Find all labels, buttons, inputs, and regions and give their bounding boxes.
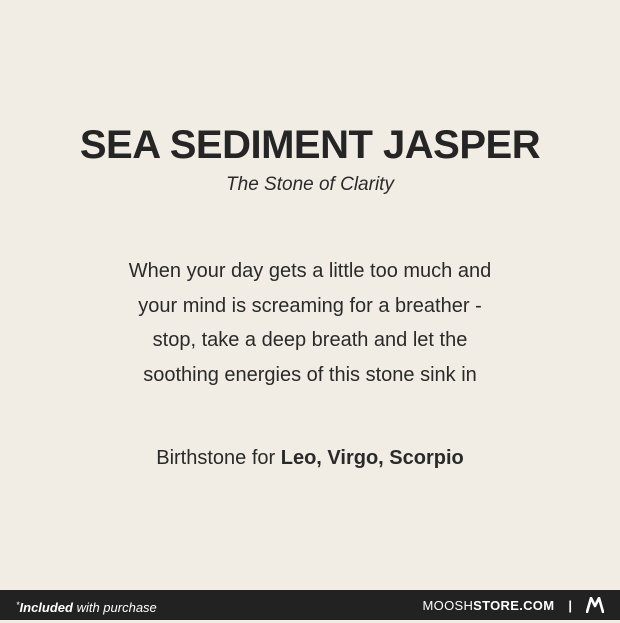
footer-bar	[0, 590, 620, 620]
birthstone-signs: Leo, Virgo, Scorpio	[280, 447, 464, 469]
site-link[interactable]	[423, 598, 555, 613]
brand	[423, 590, 604, 620]
description-line: stop, take a deep breath and let the	[152, 329, 468, 351]
site-name-part1: MOOSH	[422, 597, 474, 613]
footnote	[16, 590, 157, 620]
description-line: When your day gets a little too much and	[128, 260, 492, 282]
footnote-included: Included	[19, 600, 73, 615]
footnote-asterisk: *	[16, 600, 20, 610]
birthstone-prefix: Birthstone for	[156, 447, 281, 469]
description-line: your mind is screaming for a breather -	[138, 294, 482, 317]
site-name-part2: STORE.COM	[473, 597, 555, 613]
brand-separator: |	[568, 597, 572, 613]
footnote-rest: with purchase	[72, 600, 157, 615]
stone-title: SEA SEDIMENT JASPER	[79, 123, 541, 167]
stone-subtitle: The Stone of Clarity	[226, 174, 394, 195]
description-line: soothing energies of this stone sink in	[143, 363, 477, 386]
stone-description	[60, 254, 560, 392]
moosh-m-logo-icon	[586, 597, 604, 613]
birthstone-info	[0, 443, 620, 473]
